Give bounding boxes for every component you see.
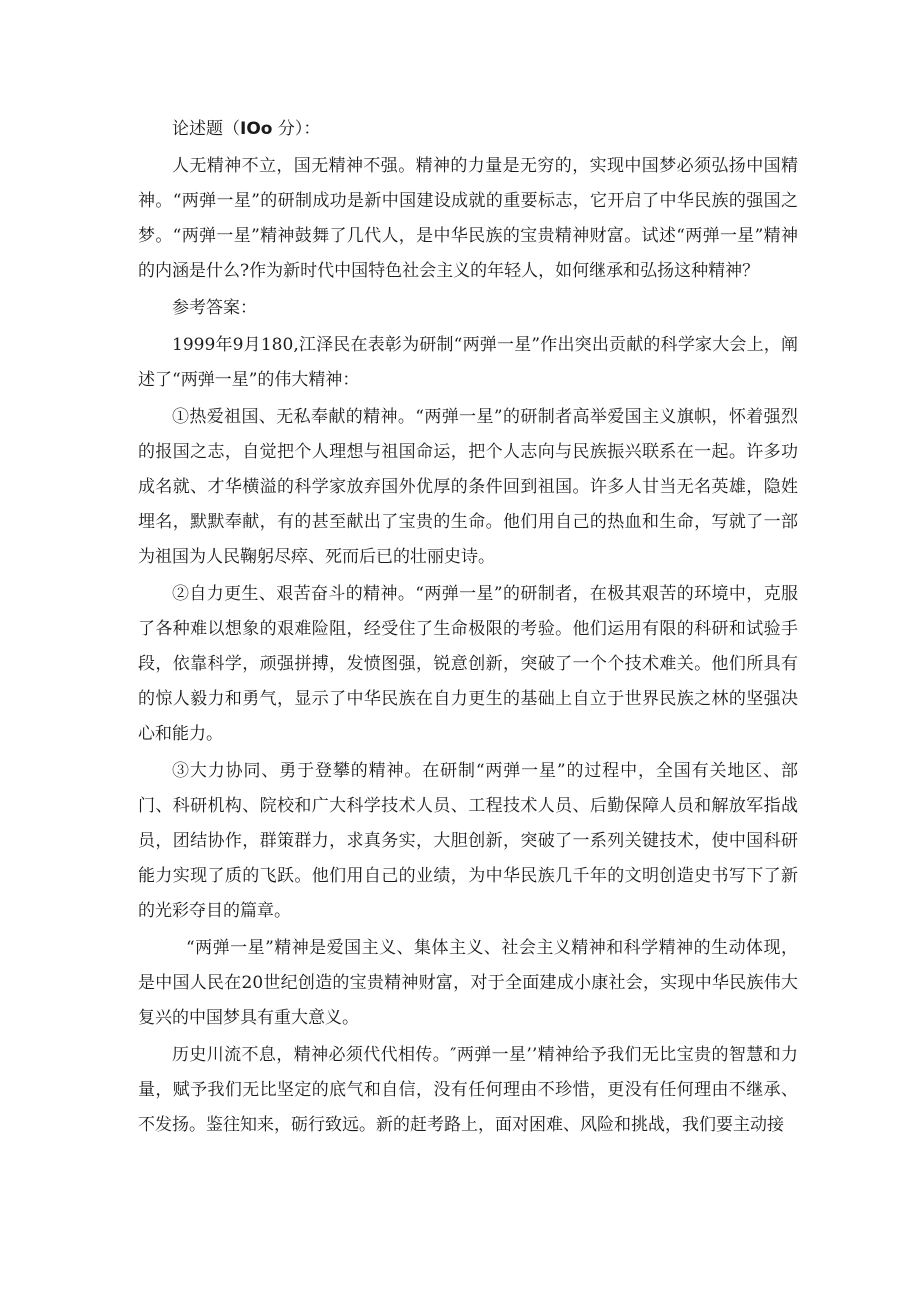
document-page xyxy=(138,112,798,1145)
answer-point-2: ②自力更生、艰苦奋斗的精神。“两弹一星”的研制者，在极其艰苦的环境中，克服了各种难以想象的艰难险阻，经受住了生命极限的考验。他们运用有限的科研和试验手段，依靠科学，顽强拼搏，发愤图强，锐意创新，突破了一个个技术难关。他们所具有的惊人毅力和勇气，显示了中华民族在自力更生的基础上自立于世界民族之林的坚强决心和能力。 xyxy=(138,584,798,744)
question-text: 人无精神不立，国无精神不强。精神的力量是无穷的，实现中国梦必须弘扬中国精神。“两弹一星”的研制成功是新中国建设成就的重要标志，它开启了中华民族的强国之梦。“两弹一星”精神鼓舞了几代人，是中华民族的宝贵精神财富。试述“两弹一星”精神的内涵是什么?作为新时代中国特色社会主义的年轻人，如何继承和弘扬这种精神？ xyxy=(138,156,798,281)
answer-summary: “两弹一星”精神是爱国主义、集体主义、社会主义精神和科学精神的生动体现，是中国人民在20世纪创造的宝贵精神财富，对于全面建成小康社会，实现中华民族伟大复兴的中国梦具有重大意义。 xyxy=(138,938,798,1028)
question-score: IOo xyxy=(240,119,273,139)
answer-label: 参考答案： xyxy=(172,298,257,318)
question-heading xyxy=(138,112,798,147)
question-heading-suffix: 分）： xyxy=(272,119,321,139)
answer-intro: 1999年9月180,江泽民在表彰为研制“两弹一星”作出突出贡献的科学家大会上，阐述了“两弹一星”的伟大精神： xyxy=(138,335,798,390)
answer-point-3: ③大力协同、勇于登攀的精神。在研制“两弹一星”的过程中，全国有关地区、部门、科研机构、院校和广大科学技术人员、工程技术人员、后勤保障人员和解放军指战员，团结协作，群策群力，求真务实，大胆创新，突破了一系列关键技术，使中国科研能力实现了质的飞跃。他们用自己的业绩，为中华民族几千年的文明创造史书写下了新的光彩夺目的篇章。 xyxy=(138,761,798,921)
answer-point-1: ①热爱祖国、无私奉献的精神。“两弹一星”的研制者高举爱国主义旗帜，怀着强烈的报国之志，自觉把个人理想与祖国命运，把个人志向与民族振兴联系在一起。许多功成名就、才华横溢的科学家放弃国外优厚的条件回到祖国。许多人甘当无名英雄，隐姓埋名，默默奉献，有的甚至献出了宝贵的生命。他们用自己的热血和生命，写就了一部为祖国为人民鞠躬尽瘁、死而后已的壮丽史诗。 xyxy=(138,407,798,567)
question-heading-prefix: 论述题（ xyxy=(172,119,240,139)
answer-conclusion: 历史川流不息，精神必须代代相传。″两弹一星’’精神给予我们无比宝贵的智慧和力量，赋予我们无比坚定的底气和自信，没有任何理由不珍惜，更没有任何理由不继承、不发扬。鉴往知来，砺行致远。新的赶考路上，面对困难、风险和挑战，我们要主动接 xyxy=(138,1045,798,1135)
